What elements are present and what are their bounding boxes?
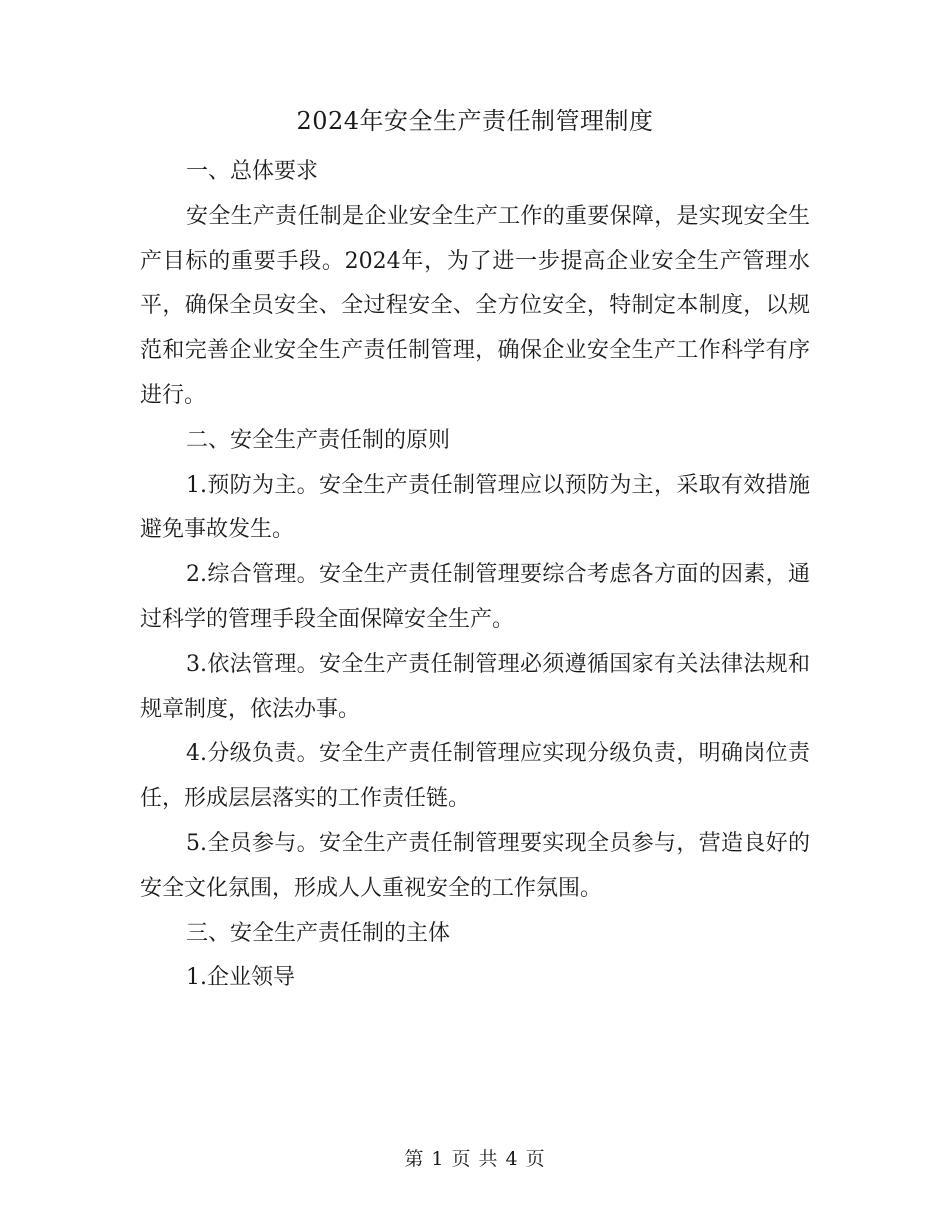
paragraph-principle-comprehensive: 2.综合管理。安全生产责任制管理要综合考虑各方面的因素，通过科学的管理手段全面保障安全生产。	[140, 562, 810, 632]
document-title: 2024年安全生产责任制管理制度	[296, 107, 654, 135]
page-number-footer: 第 1 页 共 4 页	[404, 1148, 546, 1170]
section-heading-overall-requirements: 一、总体要求	[186, 159, 319, 184]
document-body	[140, 150, 810, 1001]
paragraph-principle-participation: 5.全员参与。安全生产责任制管理要实现全员参与，营造良好的安全文化氛围，形成人人重视安全的工作氛围。	[140, 830, 810, 901]
paragraph-subject-leadership: 1.企业领导	[186, 965, 295, 991]
paragraph-principle-prevention: 1.预防为主。安全生产责任制管理应以预防为主，采取有效措施避免事故发生。	[140, 472, 810, 543]
paragraph-overview: 安全生产责任制是企业安全生产工作的重要保障，是实现安全生产目标的重要手段。2024年，为了进一步提高企业安全生产管理水平，确保全员安全、全过程安全、全方位安全，特制定本制度，以规范和完善企业安全生产责任制管理，确保企业安全生产工作科学有序进行。	[140, 203, 810, 408]
paragraph-principle-hierarchy: 4.分级负责。安全生产责任制管理应实现分级负责，明确岗位责任，形成层层落实的工作责任链。	[140, 741, 810, 812]
section-heading-principles: 二、安全生产责任制的原则	[186, 427, 451, 453]
paragraph-principle-legal: 3.依法管理。安全生产责任制管理必须遵循国家有关法律法规和规章制度，依法办事。	[140, 651, 810, 722]
section-heading-subjects: 三、安全生产责任制的主体	[186, 920, 451, 946]
